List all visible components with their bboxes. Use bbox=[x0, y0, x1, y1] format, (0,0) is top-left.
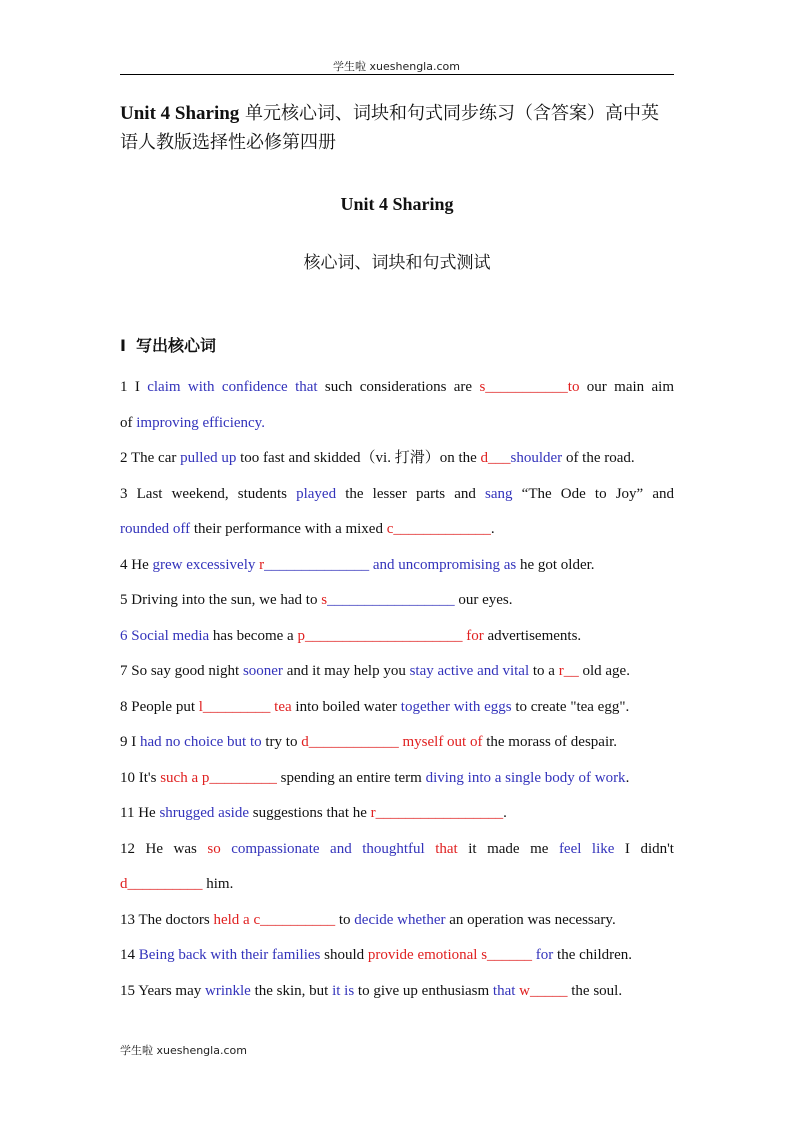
exercise-line bbox=[120, 619, 674, 655]
keyword-phrase: for bbox=[535, 947, 554, 963]
exercise-item-15 bbox=[120, 974, 674, 1010]
keyword-phrase: feel like bbox=[558, 840, 615, 857]
exercise-item-2 bbox=[120, 441, 674, 477]
answer-blank: _________ bbox=[202, 698, 271, 715]
keyword-phrase: and uncompromising as bbox=[372, 556, 517, 573]
section-number: I bbox=[120, 336, 126, 355]
answer-blank: l bbox=[198, 698, 203, 715]
sentence-text: 9 I bbox=[120, 734, 140, 750]
keyword-phrase: Being back with their families bbox=[138, 947, 321, 963]
answer-blank: __________ bbox=[260, 911, 336, 928]
keyword-phrase: together with eggs bbox=[400, 698, 512, 715]
answer-blank: p bbox=[297, 627, 305, 644]
answer-blank: _____________ bbox=[393, 521, 491, 537]
sentence-text: 11 He bbox=[120, 805, 160, 821]
sentence-text: it made me bbox=[457, 840, 559, 857]
keyword-phrase: shoulder bbox=[510, 450, 563, 466]
sentence-text: 8 People put bbox=[120, 698, 199, 715]
keyword-phrase: decide whether bbox=[354, 911, 446, 928]
keyword-phrase: shrugged aside bbox=[159, 805, 249, 821]
sentence-text bbox=[221, 841, 232, 857]
sentence-text: 12 He was bbox=[120, 840, 208, 857]
sub-heading: 核心词、词块和句式测试 bbox=[303, 253, 491, 273]
exercise-line bbox=[120, 725, 674, 761]
answer-blank: w bbox=[519, 982, 531, 999]
exercise-line bbox=[120, 406, 674, 442]
exercise-item-11 bbox=[120, 796, 674, 832]
answer-blank: _____ bbox=[530, 982, 568, 999]
exercise-item-6 bbox=[120, 619, 674, 655]
sentence-text: 15 Years may bbox=[120, 982, 205, 999]
sentence-text: the lesser parts and bbox=[336, 485, 486, 502]
answer-blank: _________ bbox=[209, 769, 277, 786]
sentence-text: of bbox=[120, 414, 137, 431]
sentence-text: 14 bbox=[120, 947, 139, 963]
answer-blank: __________ bbox=[127, 876, 203, 892]
answer-blank: r bbox=[558, 663, 564, 679]
sentence-text: . bbox=[625, 769, 630, 786]
sentence-text: too fast and skidded（vi. 打滑）on the bbox=[236, 450, 481, 466]
exercise-item-3 bbox=[120, 477, 674, 548]
exercise-item-1 bbox=[120, 370, 674, 441]
answer-blank: c bbox=[386, 521, 394, 537]
sentence-text: . bbox=[490, 521, 495, 537]
sentence-text: our eyes. bbox=[454, 592, 513, 608]
exercise-item-12 bbox=[120, 832, 674, 903]
sentence-text: the soul. bbox=[567, 982, 623, 999]
answer-blank: provide emotional s bbox=[367, 947, 488, 963]
document-title-english: Unit 4 Sharing bbox=[120, 103, 240, 124]
keyword-phrase: _________________ bbox=[327, 592, 455, 608]
answer-blank: ____________ bbox=[308, 734, 399, 750]
answer-blank: held a c bbox=[213, 911, 261, 928]
exercise-item-13 bbox=[120, 903, 674, 939]
sentence-text bbox=[425, 841, 436, 857]
header-divider bbox=[120, 74, 674, 75]
keyword-phrase: grew excessively bbox=[152, 556, 260, 573]
sentence-text: 3 Last weekend, students bbox=[120, 485, 297, 502]
exercise-line bbox=[120, 477, 674, 513]
sentence-text: the morass of despair. bbox=[482, 734, 618, 750]
answer-blank: r bbox=[370, 805, 376, 821]
answer-blank: to bbox=[567, 379, 580, 395]
sentence-text: should bbox=[320, 947, 368, 963]
keyword-phrase: that bbox=[492, 982, 516, 999]
exercise-line bbox=[120, 938, 674, 974]
exercise-line bbox=[120, 867, 674, 903]
answer-blank: so bbox=[207, 840, 221, 857]
sentence-text: 2 The car bbox=[120, 450, 181, 466]
answer-blank: _________________ bbox=[375, 805, 504, 821]
sentence-text: an operation was necessary. bbox=[445, 911, 616, 928]
exercise-line bbox=[120, 761, 674, 797]
answer-blank: s bbox=[479, 379, 486, 395]
sentence-text: the children. bbox=[553, 947, 633, 963]
exercise-line bbox=[120, 583, 674, 619]
sentence-text: to bbox=[335, 911, 355, 928]
exercise-line bbox=[120, 832, 674, 868]
sentence-text: 5 Driving into the sun, we had to bbox=[120, 592, 322, 608]
keyword-phrase: wrinkle bbox=[205, 982, 251, 999]
exercise-line bbox=[120, 512, 674, 548]
keyword-phrase: rounded off bbox=[120, 521, 191, 537]
answer-blank: _____________________ bbox=[304, 627, 463, 644]
keyword-phrase: improving efficiency. bbox=[136, 414, 265, 431]
sentence-text: 1 I bbox=[120, 379, 148, 395]
answer-blank: d bbox=[480, 450, 489, 466]
sentence-text: to create "tea egg". bbox=[511, 698, 630, 715]
section-heading bbox=[120, 333, 216, 356]
answer-blank: __ bbox=[563, 663, 579, 679]
exercise-item-4 bbox=[120, 548, 674, 584]
sentence-text: 7 So say good night bbox=[120, 663, 243, 679]
answer-blank: d bbox=[301, 734, 309, 750]
sentence-text: to give up enthusiasm bbox=[354, 982, 493, 999]
exercise-item-8 bbox=[120, 690, 674, 726]
keyword-phrase: claim with confidence that bbox=[147, 379, 318, 395]
exercise-item-10 bbox=[120, 761, 674, 797]
keyword-phrase: sang bbox=[485, 485, 513, 502]
exercise-item-5 bbox=[120, 583, 674, 619]
sentence-text: 4 He bbox=[120, 556, 153, 573]
sentence-text: he got older. bbox=[516, 556, 595, 573]
sentence-text: the skin, but bbox=[250, 982, 333, 999]
answer-blank: myself out of bbox=[402, 734, 483, 750]
sentence-text: suggestions that he bbox=[249, 805, 371, 821]
sentence-text: “The Ode to Joy” and bbox=[512, 485, 674, 502]
answer-blank: ______ bbox=[487, 947, 533, 963]
exercise-item-7 bbox=[120, 654, 674, 690]
sentence-text: . bbox=[503, 805, 507, 821]
answer-blank: that bbox=[435, 840, 458, 857]
answer-blank: tea bbox=[274, 698, 292, 715]
sentence-text: their performance with a mixed bbox=[190, 521, 387, 537]
keyword-phrase: had no choice but to bbox=[140, 734, 262, 750]
document-title-chinese: 单元核心词、词块和句式同步练习（含答案）高中英语人教版选择性必修第四册 bbox=[120, 103, 660, 153]
keyword-phrase: ______________ bbox=[264, 556, 370, 573]
exercise-line bbox=[120, 548, 674, 584]
sentence-text: advertisements. bbox=[483, 627, 582, 644]
header-site-name: 学生啦 xueshengla.com bbox=[333, 60, 460, 73]
exercise-line bbox=[120, 441, 674, 477]
keyword-phrase: 6 Social media bbox=[120, 627, 210, 644]
sentence-text: I didn't bbox=[614, 840, 674, 857]
keyword-phrase: stay active and vital bbox=[409, 663, 530, 679]
exercise-item-14 bbox=[120, 938, 674, 974]
sentence-text: and it may help you bbox=[282, 663, 410, 679]
exercise-line bbox=[120, 690, 674, 726]
sentence-text: 13 The doctors bbox=[120, 911, 214, 928]
exercise-item-9 bbox=[120, 725, 674, 761]
footer-site-name: 学生啦 xueshengla.com bbox=[120, 1044, 247, 1057]
answer-blank: ___ bbox=[488, 450, 511, 466]
exercise-line bbox=[120, 974, 674, 1010]
sentence-text: him. bbox=[202, 876, 234, 892]
keyword-phrase: diving into a single body of work bbox=[425, 769, 626, 786]
answer-blank: d bbox=[120, 876, 128, 892]
sentence-text: 10 It's bbox=[120, 769, 161, 786]
exercise-list bbox=[120, 370, 674, 1009]
exercise-line bbox=[120, 903, 674, 939]
answer-blank: ___________ bbox=[485, 379, 568, 395]
sentence-text: try to bbox=[261, 734, 302, 750]
answer-blank: such a p bbox=[160, 769, 210, 786]
answer-blank: s bbox=[321, 592, 328, 608]
exercise-line bbox=[120, 370, 674, 406]
sentence-text: old age. bbox=[578, 663, 630, 679]
keyword-phrase: it is bbox=[332, 982, 355, 999]
sentence-text: such considerations are bbox=[317, 379, 480, 395]
answer-blank: r bbox=[259, 556, 265, 573]
sentence-text: spending an entire term bbox=[276, 769, 426, 786]
sentence-text: our main aim bbox=[579, 379, 674, 395]
sentence-text: to a bbox=[529, 663, 559, 679]
exercise-line bbox=[120, 654, 674, 690]
exercise-line bbox=[120, 796, 674, 832]
keyword-phrase: played bbox=[296, 485, 337, 502]
sentence-text: has become a bbox=[209, 627, 298, 644]
sentence-text: of the road. bbox=[562, 450, 635, 466]
document-title bbox=[120, 99, 674, 157]
keyword-phrase: sooner bbox=[242, 663, 283, 679]
section-label: 写出核心词 bbox=[135, 336, 216, 355]
unit-heading: Unit 4 Sharing bbox=[340, 194, 454, 214]
answer-blank: for bbox=[466, 627, 484, 644]
keyword-phrase: pulled up bbox=[180, 450, 237, 466]
sentence-text: into boiled water bbox=[291, 698, 401, 715]
keyword-phrase: compassionate and thoughtful bbox=[231, 840, 425, 857]
